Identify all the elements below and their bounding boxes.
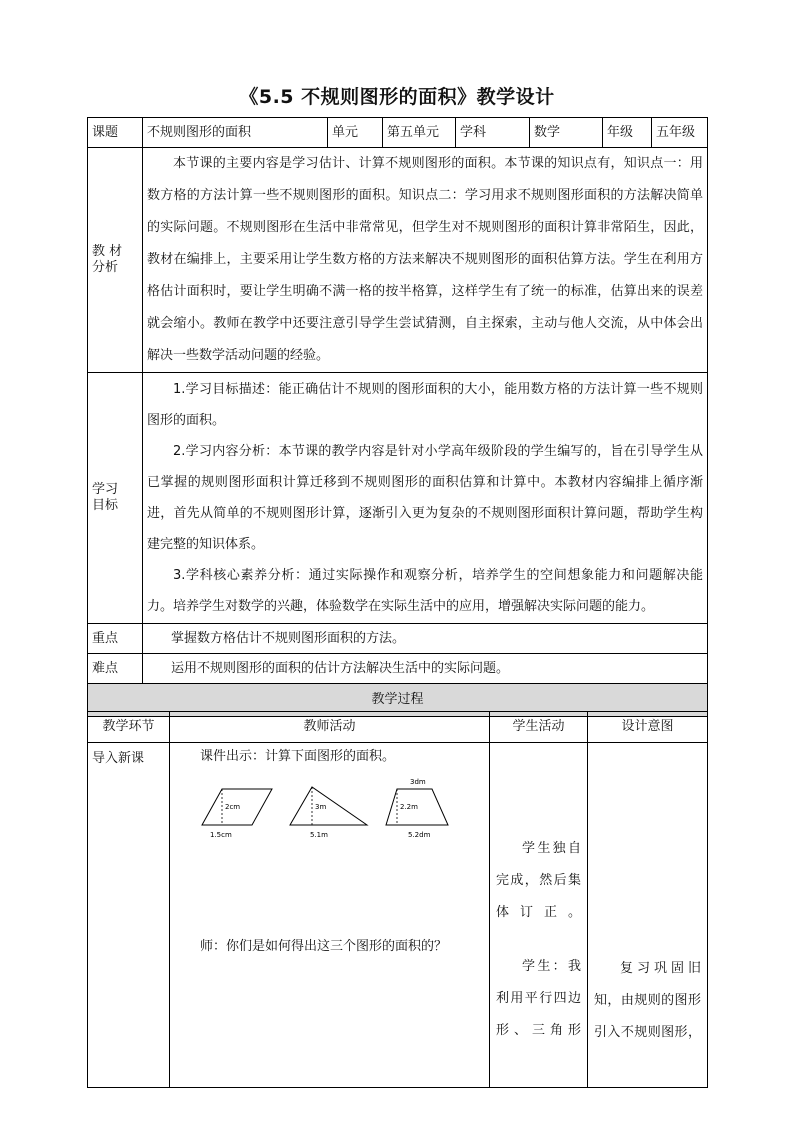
intro-row bbox=[88, 743, 708, 1088]
objective-item-2: 2.学习内容分析：本节课的教学内容是针对小学高年级阶段的学生编写的，旨在引导学生从已掌握的规则图形面积计算迁移到不规则图形的面积估算和计算中。本教材内容编排上循序渐进，首先从简单的不规则图形计算，逐渐引入更为复杂的不规则图形面积计算问题，帮助学生构建完整的知识体系。 bbox=[147, 444, 703, 552]
shapes-figure bbox=[192, 775, 492, 845]
teacher-line-1: 课件出示：计算下面图形的面积。 bbox=[200, 749, 396, 764]
student-text-2: 学生：我利用平行四边形、三角形 bbox=[496, 959, 581, 1038]
objectives-label bbox=[88, 373, 143, 624]
trapezoid-base-label: 5.2dm bbox=[408, 830, 431, 839]
trapezoid-top-label: 3dm bbox=[410, 777, 426, 786]
objectives-label-line2: 目标 bbox=[92, 498, 119, 513]
info-row bbox=[88, 118, 708, 148]
col-teacher: 教师活动 bbox=[170, 712, 490, 743]
difficulty-text: 运用不规则图形的面积的估计方法解决生活中的实际问题。 bbox=[143, 654, 708, 684]
trapezoid-height-label: 2.2m bbox=[400, 802, 418, 811]
key-point-text: 掌握数方格估计不规则图形面积的方法。 bbox=[143, 624, 708, 654]
difficulty-row bbox=[88, 654, 708, 684]
teacher-activity bbox=[170, 743, 490, 1088]
process-header-row bbox=[88, 712, 708, 743]
process-table bbox=[87, 711, 708, 1088]
design-intent bbox=[588, 743, 708, 1088]
stage-intro: 导入新课 bbox=[88, 743, 170, 1088]
page-title: 《5.5 不规则图形的面积》教学设计 bbox=[239, 86, 555, 108]
process-heading: 教学过程 bbox=[88, 684, 708, 717]
objectives-cell bbox=[143, 373, 708, 624]
student-activity bbox=[490, 743, 588, 1088]
lesson-plan-table bbox=[87, 117, 708, 748]
subject-label: 学科 bbox=[456, 118, 530, 148]
topic-label: 课题 bbox=[88, 118, 143, 148]
triangle-height-label: 3m bbox=[315, 802, 327, 811]
triangle-shape bbox=[290, 787, 367, 825]
analysis-row bbox=[88, 148, 708, 373]
parallelogram-base-label: 1.5cm bbox=[210, 830, 232, 839]
col-student: 学生活动 bbox=[490, 712, 588, 743]
student-text-1: 学生独自完成，然后集体订正。 bbox=[496, 841, 581, 920]
triangle-base-label: 5.1m bbox=[310, 830, 328, 839]
topic-value: 不规则图形的面积 bbox=[143, 118, 328, 148]
key-point-row bbox=[88, 624, 708, 654]
analysis-label bbox=[88, 148, 143, 373]
intent-text: 复习巩固旧知，由规则的图形引入不规则图形， bbox=[594, 961, 701, 1040]
analysis-cell bbox=[143, 148, 708, 373]
parallelogram-height-label: 2cm bbox=[225, 802, 241, 811]
analysis-label-line1: 教 材 bbox=[92, 244, 123, 260]
grade-value: 五年级 bbox=[652, 118, 708, 148]
analysis-text: 本节课的主要内容是学习估计、计算不规则图形的面积。本节课的知识点有，知识点一：用数方格的方法计算一些不规则图形的面积。知识点二：学习用求不规则图形面积的方法解决简单的实际问题。不规则图形在生活中非常常见，但学生对不规则图形的面积计算非常陌生，因此，教材在编排上，主要采用让学生数方格的方法来解决不规则图形的面积估算方法。学生在利用方格估计面积时，要让学生明确不满一格的按半格算，这样学生有了统一的标准，估算出来的误差就会缩小。教师在教学中还要注意引导学生尝试猜测，自主探索，主动与他人交流，从中体会出解决一些数学活动问题的经验。 bbox=[147, 156, 703, 363]
objective-item-3: 3.学科核心素养分析：通过实际操作和观察分析，培养学生的空间想象能力和问题解决能力。培养学生对数学的兴趣，体验数学在实际生活中的应用，增强解决实际问题的能力。 bbox=[147, 568, 703, 614]
subject-value: 数学 bbox=[530, 118, 603, 148]
objectives-label-line1: 学习 bbox=[92, 482, 119, 498]
difficulty-label: 难点 bbox=[88, 654, 143, 684]
grade-label: 年级 bbox=[603, 118, 652, 148]
unit-label: 单元 bbox=[328, 118, 383, 148]
col-stage: 教学环节 bbox=[88, 712, 170, 743]
objectives-row bbox=[88, 373, 708, 624]
objective-item-1: 1.学习目标描述：能正确估计不规则的图形面积的大小，能用数方格的方法计算一些不规则图形的面积。 bbox=[147, 382, 703, 428]
unit-value: 第五单元 bbox=[383, 118, 456, 148]
teacher-question: 师：你们是如何得出这三个图形的面积的？ bbox=[200, 938, 448, 954]
key-point-label: 重点 bbox=[88, 624, 143, 654]
col-intent: 设计意图 bbox=[588, 712, 708, 743]
analysis-label-line2: 分析 bbox=[92, 260, 119, 275]
